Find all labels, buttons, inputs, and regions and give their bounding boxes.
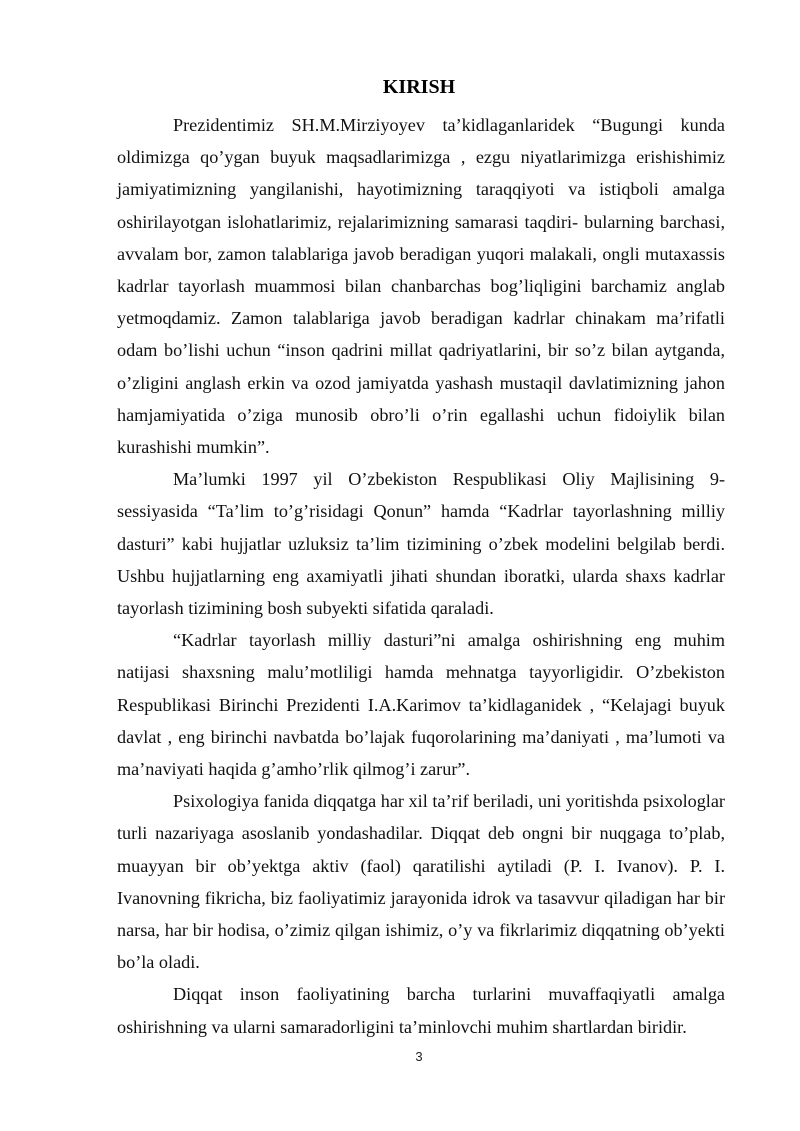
paragraph-5: Diqqat inson faoliyatining barcha turlarini muvaffaqiyatli amalga oshirishning va ularni samaradorligini ta’minlovchi muhim shartlardan biridir. [117,984,725,1037]
paragraph-1: Prezidentimiz SH.M.Mirziyoyev ta’kidlaganlaridek “Bugungi kunda oldimizga qo’ygan buyuk maqsadlarimizga , ezgu niyatlarimizga erishishimiz jamiyatimizning yangilanishi, hayotimizning taraqqiyoti va istiqboli amalga oshirilayotgan islohatlarimiz, rejalarimizning samarasi taqdiri- bularning barchasi, avvalam bor, zamon talablariga javob beradigan yuqori malakali, ongli mutaxassis kadrlar tayorlash muammosi bilan chanbarchas bog’liqligini barchamiz anglab yetmoqdamiz. Zamon talablariga javob beradigan kadrlar chinakam ma’rifatli odam bo’lishi uchun “inson qadrini millat qadriyatlarini, bir so’z bilan aytganda, o’zligini anglash erkin va ozod jamiyatda yashash mustaqil davlatimizning jahon hamjamiyatida o’ziga munosib obro’li o’rin egallashi uchun fidoiylik bilan kurashishi mumkin”. [117,115,725,458]
paragraph-2: Ma’lumki 1997 yil O’zbekiston Respublikasi Oliy Majlisining 9-sessiyasida “Ta’lim to’g’risidagi Qonun” hamda “Kadrlar tayorlashning milliy dasturi” kabi hujjatlar uzluksiz ta’lim tizimining o’zbek modelini belgilab berdi. Ushbu hujjatlarning eng axamiyatli jihati shundan iboratki, ularda shaxs kadrlar tayorlash tizimining bosh subyekti sifatida qaraladi. [117,469,725,619]
page-title: KIRISH [382,76,456,98]
paragraph-4: Psixologiya fanida diqqatga har xil ta’rif beriladi, uni yoritishda psixologlar turli nazariyaga asoslanib yondashadilar. Diqqat deb ongni bir nuqgaga to’plab, muayyan bir ob’yektga aktiv (faol) qaratilishi aytiladi (P. I. Ivanov). P. I. Ivanovning fikricha, biz faoliyatimiz jarayonida idrok va tasavvur qiladigan har bir narsa, har bir hodisa, o’zimiz qilgan ishimiz, o’y va fikrlarimiz diqqatning ob’yekti bo’la oladi. [117,791,725,973]
document-body [117,109,725,1043]
page-number: 3 [415,1049,423,1064]
paragraph-3: “Kadrlar tayorlash milliy dasturi”ni amalga oshirishning eng muhim natijasi shaxsning malu’motliligi hamda mehnatga tayyorligidir. O’zbekiston Respublikasi Birinchi Prezidenti I.A.Karimov ta’kidlaganidek , “Kelajagi buyuk davlat , eng birinchi navbatda bo’lajak fuqorolarining ma’daniyati , ma’lumoti va ma’naviyati haqida g’amho’rlik qilmog’i zarur”. [117,630,725,780]
